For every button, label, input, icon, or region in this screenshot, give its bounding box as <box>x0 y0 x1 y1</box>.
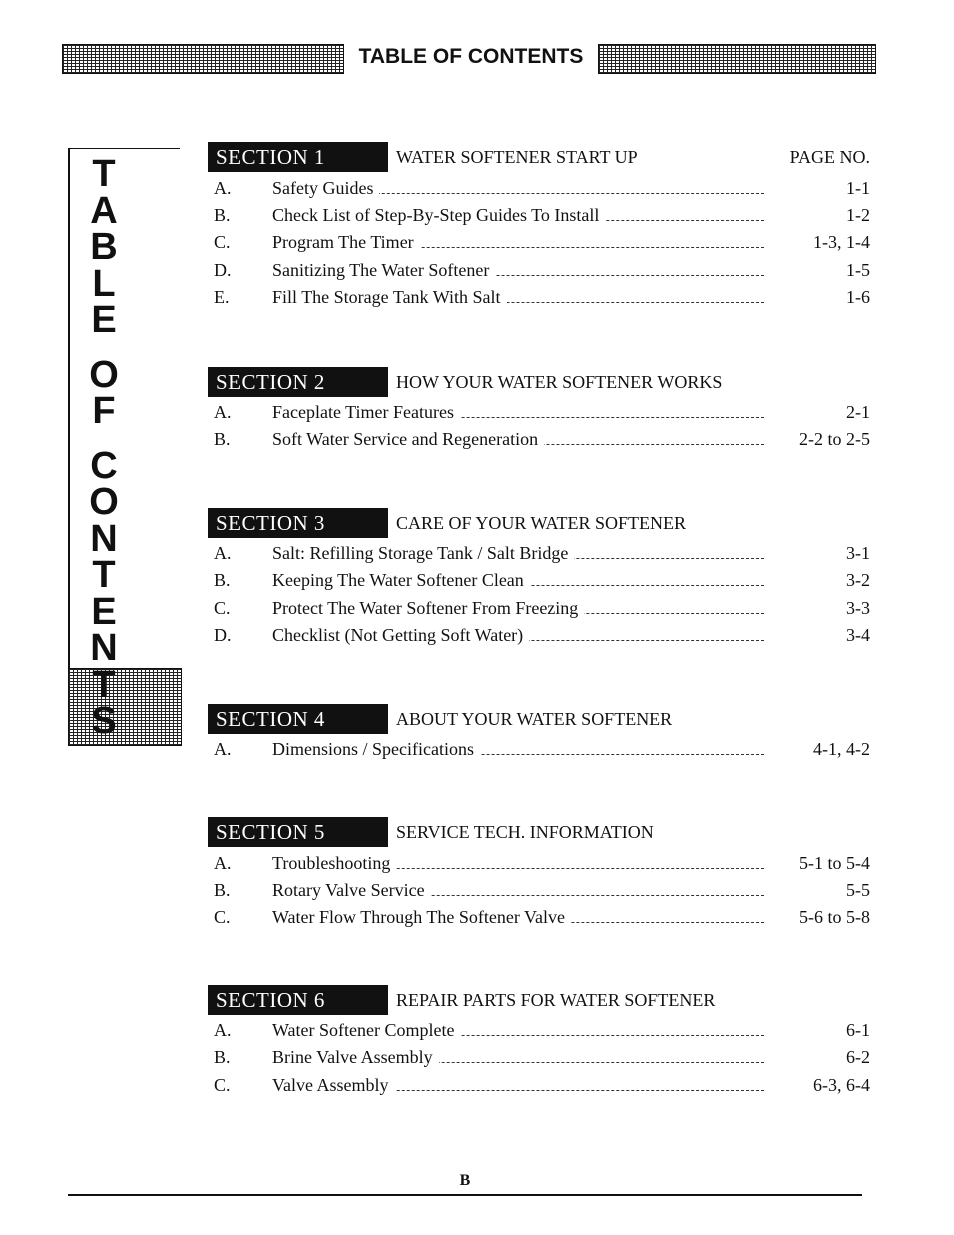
entry-letter: B. <box>214 1047 231 1067</box>
sidebar-letter: C <box>90 444 118 487</box>
sidebar-letter: T <box>92 153 116 195</box>
sidebar-letter: E <box>91 299 117 341</box>
section-label: SECTION 3 <box>208 508 388 538</box>
entry-title: Brine Valve Assembly <box>272 1047 439 1067</box>
entry-page: 1-2 <box>846 205 870 225</box>
sidebar-letter: N <box>90 517 118 560</box>
entry-title: Water Flow Through The Softener Valve <box>272 907 571 927</box>
entry-title: Sanitizing The Water Softener <box>272 260 495 280</box>
page-number-heading: PAGE NO. <box>789 147 870 167</box>
toc-entry[interactable] <box>214 426 870 453</box>
entry-letter: A. <box>214 178 232 198</box>
entry-page: 2-2 to 2-5 <box>799 429 870 449</box>
entry-title: Check List of Step-By-Step Guides To Install <box>272 205 605 225</box>
entry-letter: B. <box>214 880 231 900</box>
toc-entry[interactable] <box>214 622 870 649</box>
entry-letter: C. <box>214 232 231 252</box>
toc-entry[interactable] <box>214 1044 870 1071</box>
sidebar-letter: O <box>89 353 119 396</box>
entry-title: Safety Guides <box>272 178 379 198</box>
header-pattern-left <box>62 44 344 74</box>
toc-entry[interactable] <box>214 202 870 229</box>
entry-page: 1-5 <box>846 260 870 280</box>
entry-page: 2-1 <box>846 402 870 422</box>
section-3-header <box>208 508 872 538</box>
entry-letter: E. <box>214 287 230 307</box>
sidebar-letter: L <box>92 262 116 305</box>
toc-entry[interactable] <box>214 567 870 594</box>
toc-entry[interactable] <box>214 284 870 311</box>
entry-page: 5-5 <box>846 880 870 900</box>
sidebar-letter: S <box>91 700 117 742</box>
entry-title: Soft Water Service and Regeneration <box>272 429 544 449</box>
entry-title: Keeping The Water Softener Clean <box>272 570 530 590</box>
entry-title: Valve Assembly <box>272 1075 395 1095</box>
entry-title: Protect The Water Softener From Freezing <box>272 598 584 618</box>
entry-letter: D. <box>214 260 232 280</box>
entry-page: 5-1 to 5-4 <box>799 853 870 873</box>
section-label: SECTION 6 <box>208 985 388 1015</box>
toc-entry[interactable] <box>214 229 870 256</box>
section-4-header <box>208 704 872 734</box>
toc-entry[interactable] <box>214 736 870 763</box>
entry-page: 6-3, 6-4 <box>813 1075 870 1095</box>
sidebar-vertical-title <box>76 153 132 742</box>
entry-title: Fill The Storage Tank With Salt <box>272 287 507 307</box>
section-1-header <box>208 142 872 172</box>
entry-title: Program The Timer <box>272 232 420 252</box>
toc-entry[interactable] <box>214 257 870 284</box>
entry-page: 3-1 <box>846 543 870 563</box>
toc-entry[interactable] <box>214 175 870 202</box>
entry-title: Salt: Refilling Storage Tank / Salt Bridge <box>272 543 574 563</box>
section-label: SECTION 4 <box>208 704 388 734</box>
entry-letter: A. <box>214 543 232 563</box>
section-title: HOW YOUR WATER SOFTENER WORKS <box>396 372 723 392</box>
entry-page: 1-3, 1-4 <box>813 232 870 252</box>
toc-entry[interactable] <box>214 904 870 931</box>
entry-letter: B. <box>214 570 231 590</box>
toc-entry[interactable] <box>214 1017 870 1044</box>
section-6-header <box>208 985 872 1015</box>
entry-page: 1-1 <box>846 178 870 198</box>
entry-letter: B. <box>214 429 231 449</box>
toc-entry[interactable] <box>214 1072 870 1099</box>
entry-page: 1-6 <box>846 287 870 307</box>
entry-page: 3-4 <box>846 625 870 645</box>
entry-page: 5-6 to 5-8 <box>799 907 870 927</box>
entry-page: 3-2 <box>846 570 870 590</box>
section-title: CARE OF YOUR WATER SOFTENER <box>396 513 687 533</box>
toc-entry[interactable] <box>214 850 870 877</box>
header-pattern-right <box>598 44 876 74</box>
footer-divider <box>68 1194 862 1196</box>
entry-title: Rotary Valve Service <box>272 880 431 900</box>
toc-entry[interactable] <box>214 877 870 904</box>
section-label: SECTION 2 <box>208 367 388 397</box>
section-title: ABOUT YOUR WATER SOFTENER <box>396 709 673 729</box>
entry-letter: A. <box>214 1020 232 1040</box>
page-number: B <box>459 1172 471 1189</box>
sidebar-letter: A <box>90 189 118 232</box>
entry-letter: C. <box>214 907 231 927</box>
entry-page: 6-1 <box>846 1020 870 1040</box>
sidebar-letter: O <box>89 481 119 523</box>
section-title: SERVICE TECH. INFORMATION <box>396 822 654 842</box>
section-label: SECTION 5 <box>208 817 388 847</box>
entry-letter: B. <box>214 205 231 225</box>
section-5-header <box>208 817 872 847</box>
sidebar-letter: T <box>92 554 116 596</box>
entry-letter: C. <box>214 1075 231 1095</box>
sidebar-letter: T <box>92 663 116 706</box>
sidebar-letter: E <box>91 590 117 633</box>
toc-entry[interactable] <box>214 595 870 622</box>
sidebar-letter: B <box>90 226 118 268</box>
entry-title: Dimensions / Specifications <box>272 739 480 759</box>
entry-letter: A. <box>214 739 232 759</box>
entry-letter: A. <box>214 402 232 422</box>
entry-title: Checklist (Not Getting Soft Water) <box>272 625 529 645</box>
sidebar-letter: N <box>90 627 118 669</box>
section-2-header <box>208 367 872 397</box>
entry-page: 6-2 <box>846 1047 870 1067</box>
entry-letter: C. <box>214 598 231 618</box>
toc-entry[interactable] <box>214 540 870 567</box>
entry-title: Troubleshooting <box>272 853 396 873</box>
page-title: TABLE OF CONTENTS <box>358 45 584 68</box>
entry-letter: A. <box>214 853 232 873</box>
section-title: WATER SOFTENER START UP <box>396 147 638 167</box>
toc-entry[interactable] <box>214 399 870 426</box>
entry-letter: D. <box>214 625 232 645</box>
entry-page: 3-3 <box>846 598 870 618</box>
entry-page: 4-1, 4-2 <box>813 739 870 759</box>
section-label: SECTION 1 <box>208 142 388 172</box>
entry-title: Faceplate Timer Features <box>272 402 460 422</box>
entry-title: Water Softener Complete <box>272 1020 461 1040</box>
sidebar-letter: F <box>92 390 116 432</box>
section-title: REPAIR PARTS FOR WATER SOFTENER <box>396 990 716 1010</box>
